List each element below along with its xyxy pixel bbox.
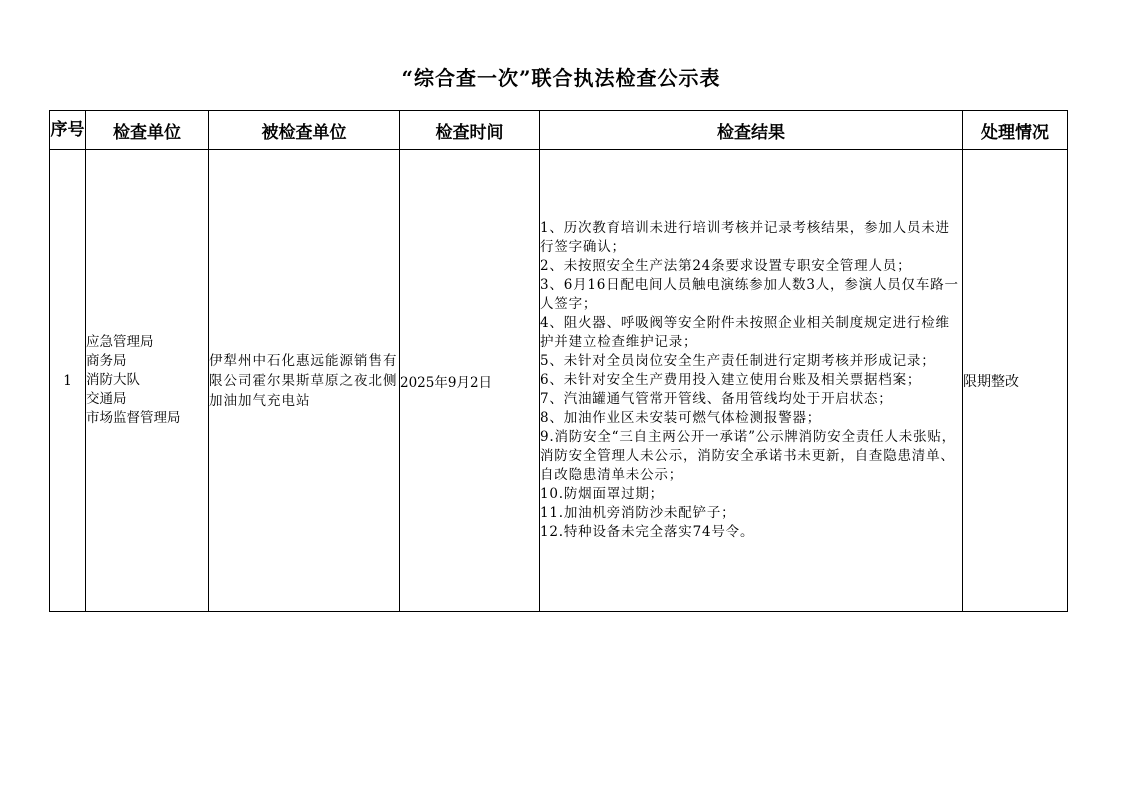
result-item: 3、6月16日配电间人员触电演练参加人数3人，参演人员仅车路一人签字； <box>540 277 959 312</box>
cell-seq: 1 <box>50 150 86 612</box>
cell-handling: 限期整改 <box>963 150 1068 612</box>
header-inspecting-unit: 检查单位 <box>86 111 209 150</box>
header-time: 检查时间 <box>400 111 540 150</box>
result-item: 9.消防安全“三自主两公开一承诺”公示牌消防安全责任人未张贴，消防安全管理人未公示，消防安全承诺书未更新，自查隐患清单、自改隐患清单未公示； <box>540 429 956 483</box>
header-seq: 序号 <box>50 111 86 150</box>
result-item: 10.防烟面罩过期； <box>540 486 664 502</box>
header-result: 检查结果 <box>540 111 963 150</box>
inspecting-unit-item: 交通局 <box>86 391 127 407</box>
inspecting-unit-item: 商务局 <box>86 353 127 369</box>
header-handling: 处理情况 <box>963 111 1068 150</box>
result-item: 12.特种设备未完全落实74号令。 <box>540 524 755 540</box>
page-title: “综合查一次”联合执法检查公示表 <box>401 66 721 90</box>
result-item: 1、历次教育培训未进行培训考核并记录考核结果，参加人员未进行签字确认； <box>540 220 950 255</box>
inspecting-unit-item: 应急管理局 <box>86 334 154 350</box>
inspection-table <box>49 110 1068 612</box>
result-item: 4、阻火器、呼吸阀等安全附件未按照企业相关制度规定进行检维护并建立检查维护记录； <box>540 315 950 350</box>
result-item: 2、未按照安全生产法第24条要求设置专职安全管理人员； <box>540 258 912 274</box>
inspecting-unit-item: 消防大队 <box>86 372 140 388</box>
result-item: 5、未针对全员岗位安全生产责任制进行定期考核并形成记录； <box>540 353 936 369</box>
cell-inspected-unit: 伊犁州中石化惠远能源销售有限公司霍尔果斯草原之夜北侧加油加气充电站 <box>209 150 400 612</box>
table-header-row <box>50 111 1068 150</box>
table-row <box>50 150 1068 612</box>
result-item: 6、未针对安全生产费用投入建立使用台账及相关票据档案； <box>540 372 922 388</box>
result-item: 11.加油机旁消防沙未配铲子； <box>540 505 736 521</box>
cell-inspecting-units <box>86 150 209 612</box>
result-item: 8、加油作业区未安装可燃气体检测报警器； <box>540 410 822 426</box>
header-inspected-unit: 被检查单位 <box>209 111 400 150</box>
result-item: 7、汽油罐通气管常开管线、备用管线均处于开启状态； <box>540 391 893 407</box>
cell-time: 2025年9月2日 <box>400 150 540 612</box>
inspecting-unit-item: 市场监督管理局 <box>86 410 181 426</box>
cell-results <box>540 150 963 612</box>
